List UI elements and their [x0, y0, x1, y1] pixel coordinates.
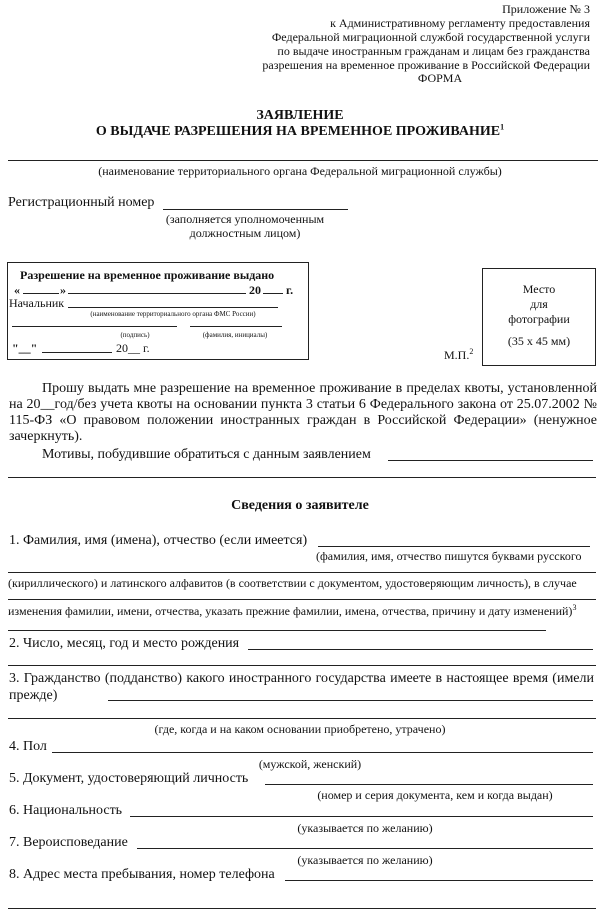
address-label: 8. Адрес места пребывания, номер телефона [9, 867, 275, 882]
header-line: Федеральной миграционной службой государственной услуги [271, 30, 590, 44]
document-field[interactable] [265, 784, 593, 785]
permit-year-prefix: 20 [249, 283, 261, 297]
photo-line: для [530, 297, 548, 311]
chief-label: Начальник [9, 296, 65, 310]
stamp-text: М.П. [444, 348, 470, 362]
date2-month-field[interactable] [42, 352, 112, 353]
name-initials-field[interactable] [190, 326, 282, 327]
open-quote: « [14, 283, 20, 297]
permit-year-field[interactable] [263, 293, 283, 294]
religion-hint: (указывается по желанию) [297, 853, 433, 867]
nationality-field[interactable] [130, 816, 593, 817]
name-footnote: 3 [572, 603, 577, 612]
citizenship-field[interactable] [108, 700, 593, 701]
name-hint-1: (фамилия, имя, отчество пишутся буквами русского [316, 549, 582, 563]
birth-field-2[interactable] [8, 665, 596, 666]
address-field-2[interactable] [8, 908, 596, 909]
form-label: ФОРМА [417, 71, 463, 85]
close-quote: » [60, 283, 66, 297]
request-paragraph: Прошу выдать мне разрешение на временное проживание в пределах квоты, установленной на 20__год/без учета квоты на основании пункта 3 статьи 6 Федерального закона от 25.07.2002 № 115-ФЗ «О правовом положении иностранных граждан в Российской Федерации» (ненужное зачеркнуть). [9, 381, 597, 444]
name-field-2[interactable] [8, 572, 596, 573]
document-label: 5. Документ, удостоверяющий личность [9, 771, 249, 786]
header-line: к Административному регламенту предоставления [330, 16, 590, 30]
citizenship-field-2[interactable] [8, 718, 596, 719]
motives-label: Мотивы, побудившие обратиться с данным заявлением [42, 447, 371, 462]
photo-line: фотографии [508, 312, 570, 326]
chief-field[interactable] [68, 307, 278, 308]
birth-field[interactable] [248, 649, 593, 650]
document-title: ЗАЯВЛЕНИЕ [256, 108, 344, 123]
date2-year: 20__ г. [116, 341, 150, 355]
header-line: разрешения на временное проживание в Российской Федерации [262, 58, 590, 72]
applicant-section-heading: Сведения о заявителе [231, 498, 369, 513]
name-hint-2: (кириллического) и латинского алфавитов (в соответствии с документом, удостоверяющим личность), в случае [8, 576, 577, 590]
registration-hint-line: (заполняется уполномоченным [165, 212, 325, 226]
permit-box-title: Разрешение на временное проживание выдано [20, 268, 275, 282]
territorial-body-hint: (наименование территориального органа Федеральной миграционной службы) [98, 164, 502, 178]
permit-year-suffix: г. [286, 283, 294, 297]
name-initials-hint: (фамилия, инициалы) [202, 331, 268, 339]
header-line: по выдаче иностранным гражданам и лицам без гражданства [277, 44, 590, 58]
signature-hint: (подпись) [120, 331, 150, 339]
name-field-4[interactable] [8, 630, 546, 631]
date2-quotes: "__" [12, 341, 38, 355]
citizenship-label: 3. Гражданство (подданство) какого иностранного государства имеете в настоящее время (имели прежде) [9, 671, 594, 703]
address-field[interactable] [285, 880, 593, 881]
motives-field-2[interactable] [8, 477, 596, 478]
signature-field[interactable] [12, 326, 177, 327]
registration-hint-line: должностным лицом) [189, 226, 301, 240]
citizenship-hint: (где, когда и на каком основании приобретено, утрачено) [154, 722, 446, 736]
photo-size: (35 х 45 мм) [507, 334, 571, 348]
territorial-body-field[interactable] [8, 160, 598, 161]
name-field[interactable] [318, 546, 590, 547]
religion-field[interactable] [137, 848, 593, 849]
sex-label: 4. Пол [9, 739, 47, 754]
photo-line: Место [522, 282, 556, 296]
header-line: Приложение № 3 [502, 2, 590, 16]
stamp-label [444, 348, 473, 362]
sex-hint: (мужской, женский) [258, 757, 362, 771]
photo-box-text [483, 282, 595, 348]
birth-label: 2. Число, месяц, год и место рождения [9, 636, 240, 651]
document-subtitle-text: О ВЫДАЧЕ РАЗРЕШЕНИЯ НА ВРЕМЕННОЕ ПРОЖИВАНИЕ [95, 124, 501, 139]
name-label: 1. Фамилия, имя (имена), отчество (если имеется) [9, 533, 308, 548]
religion-label: 7. Вероисповедание [9, 835, 128, 850]
document-subtitle [0, 124, 600, 140]
nationality-hint: (указывается по желанию) [297, 821, 433, 835]
registration-label: Регистрационный номер [8, 195, 155, 210]
name-field-3[interactable] [8, 599, 596, 600]
stamp-footnote: 2 [469, 347, 474, 356]
fms-hint: (наименование территориального органа ФМС России) [90, 310, 256, 318]
document-hint: (номер и серия документа, кем и когда выдан) [317, 788, 553, 802]
nationality-label: 6. Национальность [9, 803, 123, 818]
permit-month-field[interactable] [68, 293, 246, 294]
registration-hint [165, 212, 325, 240]
appendix-header [170, 2, 590, 72]
sex-field[interactable] [52, 752, 593, 753]
name-hint-3-text: изменения фамилии, имени, отчества, указать прежние фамилии, имена, отчества, причину и дату изменений) [8, 604, 573, 618]
title-footnote: 1 [500, 122, 505, 132]
permit-day-field[interactable] [23, 293, 59, 294]
motives-field[interactable] [388, 460, 593, 461]
registration-number-field[interactable] [163, 209, 348, 210]
name-hint-3 [8, 604, 576, 618]
